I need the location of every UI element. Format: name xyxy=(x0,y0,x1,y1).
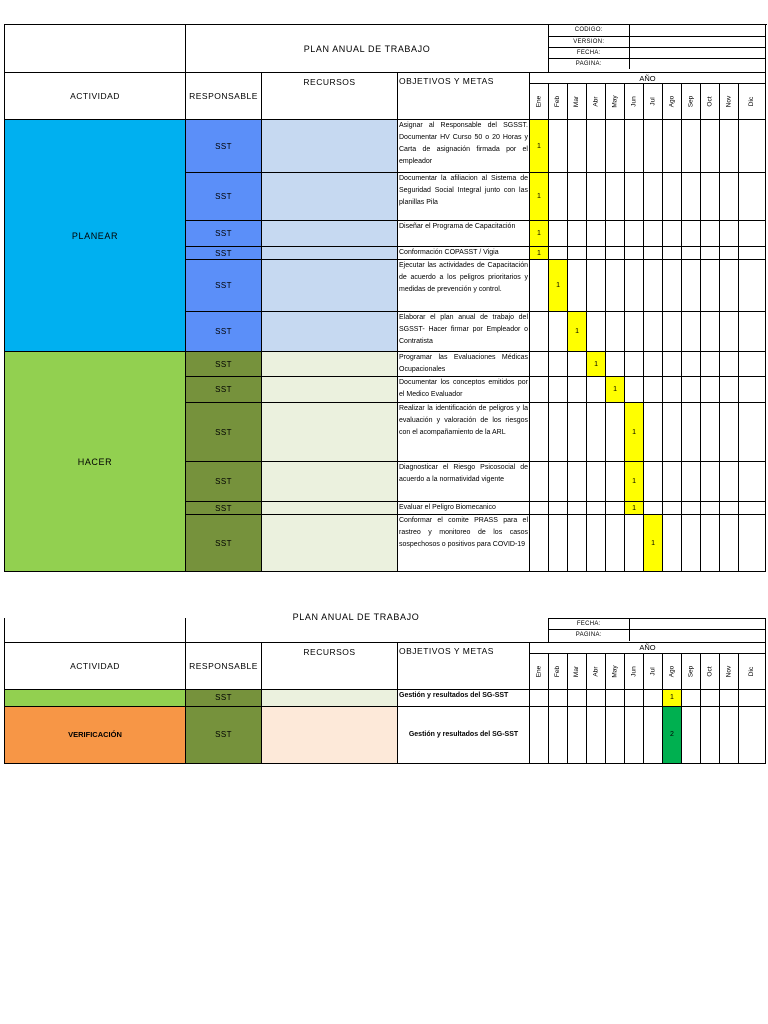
schedule-cell[interactable] xyxy=(720,352,739,377)
schedule-cell[interactable] xyxy=(568,403,587,462)
recursos-cell[interactable] xyxy=(262,515,398,572)
schedule-cell[interactable] xyxy=(625,706,644,763)
schedule-cell[interactable] xyxy=(587,247,606,260)
schedule-cell[interactable] xyxy=(720,221,739,247)
recursos-cell[interactable] xyxy=(262,462,398,502)
schedule-cell[interactable] xyxy=(701,515,720,572)
schedule-cell[interactable] xyxy=(606,502,625,515)
schedule-cell[interactable] xyxy=(739,403,766,462)
schedule-cell[interactable] xyxy=(530,312,549,352)
schedule-cell[interactable] xyxy=(587,502,606,515)
logo-cell-2 xyxy=(5,618,186,642)
objetivo-cell: Gestión y resultados del SG-SST xyxy=(398,706,530,763)
schedule-cell[interactable] xyxy=(568,247,587,260)
schedule-cell[interactable] xyxy=(720,260,739,312)
schedule-cell[interactable] xyxy=(530,403,549,462)
codigo-value[interactable] xyxy=(629,25,765,36)
schedule-cell[interactable] xyxy=(587,377,606,403)
table-row xyxy=(5,352,766,377)
pagina-label: PAGINA: xyxy=(549,630,629,641)
month-header: May xyxy=(606,653,625,689)
meta-block xyxy=(549,25,766,73)
schedule-cell[interactable] xyxy=(625,120,644,173)
objetivo-cell: Asignar al Responsable del SGSST. Documentar HV Curso 50 o 20 Horas y Carta de asignación firmada por el empleador xyxy=(398,120,530,173)
schedule-cell[interactable] xyxy=(644,502,663,515)
schedule-cell[interactable] xyxy=(701,502,720,515)
schedule-cell[interactable] xyxy=(625,312,644,352)
schedule-cell[interactable] xyxy=(720,377,739,403)
month-header: Sep xyxy=(682,84,701,120)
month-header: Oct xyxy=(701,653,720,689)
month-header: Dic xyxy=(739,653,766,689)
schedule-cell[interactable] xyxy=(568,221,587,247)
month-header: Dic xyxy=(739,84,766,120)
schedule-cell[interactable] xyxy=(682,247,701,260)
schedule-cell[interactable] xyxy=(739,689,766,706)
schedule-cell[interactable] xyxy=(720,462,739,502)
schedule-cell[interactable] xyxy=(682,120,701,173)
responsable-cell: SST xyxy=(186,247,262,260)
objetivo-cell: Conformar el comite PRASS para el rastreo y monitoreo de los casos sospechosos o positivos para COVID-19 xyxy=(398,515,530,572)
schedule-cell[interactable] xyxy=(530,689,549,706)
schedule-mark[interactable]: 1 xyxy=(606,377,625,403)
schedule-cell[interactable] xyxy=(568,352,587,377)
schedule-cell[interactable] xyxy=(625,247,644,260)
schedule-cell[interactable] xyxy=(663,173,682,221)
schedule-cell[interactable] xyxy=(682,403,701,462)
schedule-cell[interactable] xyxy=(587,689,606,706)
schedule-cell[interactable] xyxy=(530,706,549,763)
month-header: Jun xyxy=(625,84,644,120)
plan-table-2 xyxy=(4,618,766,764)
pagina-value[interactable] xyxy=(629,58,765,69)
schedule-cell[interactable] xyxy=(720,706,739,763)
schedule-cell[interactable] xyxy=(606,515,625,572)
anio-label: AÑO xyxy=(530,73,766,84)
schedule-cell[interactable] xyxy=(587,312,606,352)
version-value[interactable] xyxy=(629,36,765,47)
schedule-cell[interactable] xyxy=(701,312,720,352)
responsable-cell: SST xyxy=(186,706,262,763)
schedule-cell[interactable] xyxy=(549,221,568,247)
recursos-cell[interactable] xyxy=(262,377,398,403)
month-header: Nov xyxy=(720,84,739,120)
responsable-cell: SST xyxy=(186,515,262,572)
recursos-cell[interactable] xyxy=(262,403,398,462)
schedule-cell[interactable] xyxy=(682,173,701,221)
col-recursos: RECURSOS xyxy=(262,73,398,120)
schedule-cell[interactable] xyxy=(701,377,720,403)
month-header: Sep xyxy=(682,653,701,689)
recursos-cell[interactable] xyxy=(262,502,398,515)
schedule-cell[interactable] xyxy=(701,403,720,462)
month-header: Mar xyxy=(568,653,587,689)
schedule-cell[interactable] xyxy=(606,120,625,173)
schedule-mark[interactable]: 1 xyxy=(530,221,549,247)
schedule-cell[interactable] xyxy=(606,352,625,377)
schedule-cell[interactable] xyxy=(568,260,587,312)
schedule-cell[interactable] xyxy=(587,260,606,312)
schedule-cell[interactable] xyxy=(530,462,549,502)
responsable-cell: SST xyxy=(186,260,262,312)
version-label: VERSION: xyxy=(549,36,629,47)
schedule-cell[interactable] xyxy=(663,462,682,502)
schedule-cell[interactable] xyxy=(739,120,766,173)
responsable-cell: SST xyxy=(186,689,262,706)
schedule-cell[interactable] xyxy=(644,352,663,377)
schedule-cell[interactable] xyxy=(701,221,720,247)
table-row xyxy=(5,689,766,706)
schedule-cell[interactable] xyxy=(663,221,682,247)
schedule-cell[interactable] xyxy=(739,515,766,572)
fecha-label: FECHA: xyxy=(549,619,629,630)
schedule-cell[interactable] xyxy=(625,260,644,312)
schedule-cell[interactable] xyxy=(549,462,568,502)
recursos-cell[interactable] xyxy=(262,221,398,247)
pagina-label: PAGINA: xyxy=(549,58,629,69)
schedule-cell[interactable] xyxy=(549,247,568,260)
responsable-cell: SST xyxy=(186,502,262,515)
objetivo-cell: Realizar la identificación de peligros y la evaluación y valoración de los riesgos con el acompañamiento de la ARL xyxy=(398,403,530,462)
schedule-cell[interactable] xyxy=(587,173,606,221)
schedule-cell[interactable] xyxy=(606,462,625,502)
schedule-cell[interactable] xyxy=(568,502,587,515)
schedule-cell[interactable] xyxy=(530,377,549,403)
schedule-cell[interactable] xyxy=(530,352,549,377)
schedule-cell[interactable] xyxy=(682,377,701,403)
schedule-cell[interactable] xyxy=(549,312,568,352)
schedule-cell[interactable] xyxy=(663,247,682,260)
schedule-cell[interactable] xyxy=(587,462,606,502)
schedule-cell[interactable] xyxy=(644,120,663,173)
objetivo-cell: Programar las Evaluaciones Médicas Ocupacionales xyxy=(398,352,530,377)
schedule-cell[interactable] xyxy=(587,120,606,173)
schedule-cell[interactable] xyxy=(682,221,701,247)
objetivo-cell: Documentar la afiliacion al Sistema de Seguridad Social Integral junto con las planillas Pila xyxy=(398,173,530,221)
schedule-cell[interactable] xyxy=(720,173,739,221)
schedule-cell[interactable] xyxy=(739,706,766,763)
schedule-cell[interactable] xyxy=(663,502,682,515)
recursos-cell[interactable] xyxy=(262,120,398,173)
schedule-cell[interactable] xyxy=(701,352,720,377)
schedule-cell[interactable] xyxy=(701,462,720,502)
schedule-cell[interactable] xyxy=(549,689,568,706)
objetivo-cell: Diagnosticar el Riesgo Psicosocial de acuerdo a la normatividad vigente xyxy=(398,462,530,502)
schedule-cell[interactable] xyxy=(606,247,625,260)
responsable-cell: SST xyxy=(186,312,262,352)
month-header: Abr xyxy=(587,653,606,689)
schedule-cell[interactable] xyxy=(530,515,549,572)
recursos-cell[interactable] xyxy=(262,689,398,706)
schedule-cell[interactable] xyxy=(549,403,568,462)
month-header: Mar xyxy=(568,84,587,120)
month-header: Ago xyxy=(663,653,682,689)
fecha-value[interactable] xyxy=(629,47,765,58)
recursos-cell[interactable] xyxy=(262,247,398,260)
schedule-cell[interactable] xyxy=(625,515,644,572)
schedule-cell[interactable] xyxy=(663,260,682,312)
schedule-cell[interactable] xyxy=(720,120,739,173)
schedule-cell[interactable] xyxy=(720,515,739,572)
recursos-cell[interactable] xyxy=(262,260,398,312)
schedule-cell[interactable] xyxy=(530,260,549,312)
schedule-mark[interactable]: 1 xyxy=(663,689,682,706)
month-header: Jul xyxy=(644,84,663,120)
responsable-cell: SST xyxy=(186,221,262,247)
schedule-cell[interactable] xyxy=(701,689,720,706)
month-header: Nov xyxy=(720,653,739,689)
responsable-cell: SST xyxy=(186,462,262,502)
plan-title: PLAN ANUAL DE TRABAJO xyxy=(186,25,549,73)
recursos-cell[interactable] xyxy=(262,312,398,352)
schedule-cell[interactable] xyxy=(568,515,587,572)
schedule-cell[interactable] xyxy=(739,247,766,260)
schedule-cell[interactable] xyxy=(739,173,766,221)
schedule-cell[interactable] xyxy=(663,403,682,462)
schedule-mark[interactable]: 2 xyxy=(663,706,682,763)
month-header: Jul xyxy=(644,653,663,689)
schedule-cell[interactable] xyxy=(644,462,663,502)
phase-verificacion: VERIFICACIÓN xyxy=(5,706,186,763)
schedule-cell[interactable] xyxy=(663,120,682,173)
schedule-mark[interactable]: 1 xyxy=(625,403,644,462)
schedule-cell[interactable] xyxy=(549,120,568,173)
schedule-cell[interactable] xyxy=(720,689,739,706)
responsable-cell: SST xyxy=(186,120,262,173)
schedule-cell[interactable] xyxy=(568,377,587,403)
month-header: Oct xyxy=(701,84,720,120)
objetivo-cell: Documentar los conceptos emitidos por el Medico Evaluador xyxy=(398,377,530,403)
schedule-cell[interactable] xyxy=(701,173,720,221)
schedule-cell[interactable] xyxy=(568,706,587,763)
codigo-label: CODIGO: xyxy=(549,25,629,36)
schedule-cell[interactable] xyxy=(720,403,739,462)
schedule-cell[interactable] xyxy=(701,247,720,260)
fecha-label: FECHA: xyxy=(549,47,629,58)
schedule-cell[interactable] xyxy=(606,403,625,462)
schedule-cell[interactable] xyxy=(682,312,701,352)
schedule-cell[interactable] xyxy=(720,312,739,352)
objetivo-cell: Evaluar el Peligro Biomecanico xyxy=(398,502,530,515)
meta-block-2 xyxy=(549,618,766,642)
col-objetivos: OBJETIVOS Y METAS xyxy=(398,642,530,689)
schedule-mark[interactable]: 1 xyxy=(587,352,606,377)
schedule-cell[interactable] xyxy=(739,352,766,377)
schedule-cell[interactable] xyxy=(625,377,644,403)
col-responsable: RESPONSABLE xyxy=(186,73,262,120)
objetivo-cell: Gestión y resultados del SG-SST xyxy=(398,689,530,706)
schedule-cell[interactable] xyxy=(682,352,701,377)
month-header: Ene xyxy=(530,84,549,120)
schedule-cell[interactable] xyxy=(720,247,739,260)
schedule-cell[interactable] xyxy=(644,706,663,763)
schedule-mark[interactable]: 1 xyxy=(549,260,568,312)
schedule-cell[interactable] xyxy=(644,247,663,260)
schedule-cell[interactable] xyxy=(644,260,663,312)
schedule-cell[interactable] xyxy=(549,502,568,515)
objetivo-cell: Ejecutar las actividades de Capacitación de acuerdo a los peligros prioritarios y medidas de prevención y control. xyxy=(398,260,530,312)
schedule-cell[interactable] xyxy=(739,312,766,352)
schedule-cell[interactable] xyxy=(606,689,625,706)
schedule-cell[interactable] xyxy=(549,352,568,377)
pagina-value[interactable] xyxy=(629,630,765,641)
schedule-cell[interactable] xyxy=(549,706,568,763)
schedule-cell[interactable] xyxy=(739,377,766,403)
schedule-cell[interactable] xyxy=(739,221,766,247)
schedule-cell[interactable] xyxy=(606,312,625,352)
schedule-cell[interactable] xyxy=(644,221,663,247)
schedule-cell[interactable] xyxy=(663,312,682,352)
schedule-mark[interactable]: 1 xyxy=(530,173,549,221)
phase-planear: PLANEAR xyxy=(5,120,186,352)
month-header: Ene xyxy=(530,653,549,689)
schedule-cell[interactable] xyxy=(644,173,663,221)
month-header: Jun xyxy=(625,653,644,689)
phase-hacer: HACER xyxy=(5,352,186,572)
schedule-cell[interactable] xyxy=(682,689,701,706)
month-header: Feb xyxy=(549,653,568,689)
schedule-cell[interactable] xyxy=(568,173,587,221)
month-header: May xyxy=(606,84,625,120)
schedule-cell[interactable] xyxy=(606,260,625,312)
schedule-mark[interactable]: 1 xyxy=(530,120,549,173)
schedule-cell[interactable] xyxy=(663,377,682,403)
schedule-cell[interactable] xyxy=(644,689,663,706)
schedule-cell[interactable] xyxy=(568,120,587,173)
schedule-cell[interactable] xyxy=(720,502,739,515)
schedule-cell[interactable] xyxy=(644,312,663,352)
col-actividad: ACTIVIDAD xyxy=(5,642,186,689)
col-responsable: RESPONSABLE xyxy=(186,642,262,689)
schedule-mark[interactable]: 1 xyxy=(644,515,663,572)
month-header: Abr xyxy=(587,84,606,120)
month-header: Ago xyxy=(663,84,682,120)
table-row xyxy=(5,706,766,763)
schedule-cell[interactable] xyxy=(682,502,701,515)
recursos-cell[interactable] xyxy=(262,352,398,377)
schedule-cell[interactable] xyxy=(739,260,766,312)
schedule-cell[interactable] xyxy=(549,173,568,221)
schedule-cell[interactable] xyxy=(587,515,606,572)
schedule-cell[interactable] xyxy=(549,515,568,572)
schedule-cell[interactable] xyxy=(644,403,663,462)
schedule-cell[interactable] xyxy=(663,352,682,377)
responsable-cell: SST xyxy=(186,352,262,377)
responsable-cell: SST xyxy=(186,403,262,462)
anio-label: AÑO xyxy=(530,642,766,653)
schedule-cell[interactable] xyxy=(663,515,682,572)
col-actividad: ACTIVIDAD xyxy=(5,73,186,120)
schedule-cell[interactable] xyxy=(701,706,720,763)
schedule-cell[interactable] xyxy=(606,706,625,763)
objetivo-cell: Diseñar el Programa de Capacitación xyxy=(398,221,530,247)
recursos-cell[interactable] xyxy=(262,706,398,763)
schedule-cell[interactable] xyxy=(701,120,720,173)
objetivo-cell: Conformación COPASST / Vigia xyxy=(398,247,530,260)
schedule-cell[interactable] xyxy=(644,377,663,403)
schedule-cell[interactable] xyxy=(549,377,568,403)
responsable-cell: SST xyxy=(186,377,262,403)
schedule-cell[interactable] xyxy=(682,515,701,572)
title-cell-2 xyxy=(186,618,549,642)
schedule-cell[interactable] xyxy=(625,173,644,221)
recursos-cell[interactable] xyxy=(262,173,398,221)
phase-hacer-continued xyxy=(5,689,186,706)
schedule-cell[interactable] xyxy=(568,689,587,706)
schedule-cell[interactable] xyxy=(682,260,701,312)
schedule-mark[interactable]: 1 xyxy=(625,502,644,515)
month-header: Feb xyxy=(549,84,568,120)
schedule-cell[interactable] xyxy=(606,221,625,247)
fecha-value[interactable] xyxy=(629,619,765,630)
schedule-cell[interactable] xyxy=(682,462,701,502)
schedule-cell[interactable] xyxy=(739,462,766,502)
schedule-cell[interactable] xyxy=(587,403,606,462)
schedule-cell[interactable] xyxy=(606,173,625,221)
col-recursos: RECURSOS xyxy=(262,642,398,689)
schedule-cell[interactable] xyxy=(682,706,701,763)
logo-cell xyxy=(5,25,186,73)
objetivo-cell: Elaborar el plan anual de trabajo del SGSST- Hacer firmar por Empleador o Contratista xyxy=(398,312,530,352)
schedule-cell[interactable] xyxy=(568,462,587,502)
schedule-cell[interactable] xyxy=(625,689,644,706)
schedule-mark[interactable]: 1 xyxy=(530,247,549,260)
schedule-cell[interactable] xyxy=(530,502,549,515)
plan-title-2: PLAN ANUAL DE TRABAJO xyxy=(292,612,420,622)
schedule-cell[interactable] xyxy=(587,221,606,247)
schedule-cell[interactable] xyxy=(625,352,644,377)
plan-table-1 xyxy=(4,24,766,572)
col-objetivos: OBJETIVOS Y METAS xyxy=(398,73,530,120)
table-row xyxy=(5,120,766,173)
schedule-cell[interactable] xyxy=(625,221,644,247)
responsable-cell: SST xyxy=(186,173,262,221)
schedule-cell[interactable] xyxy=(739,502,766,515)
schedule-mark[interactable]: 1 xyxy=(625,462,644,502)
schedule-mark[interactable]: 1 xyxy=(568,312,587,352)
schedule-cell[interactable] xyxy=(701,260,720,312)
schedule-cell[interactable] xyxy=(587,706,606,763)
